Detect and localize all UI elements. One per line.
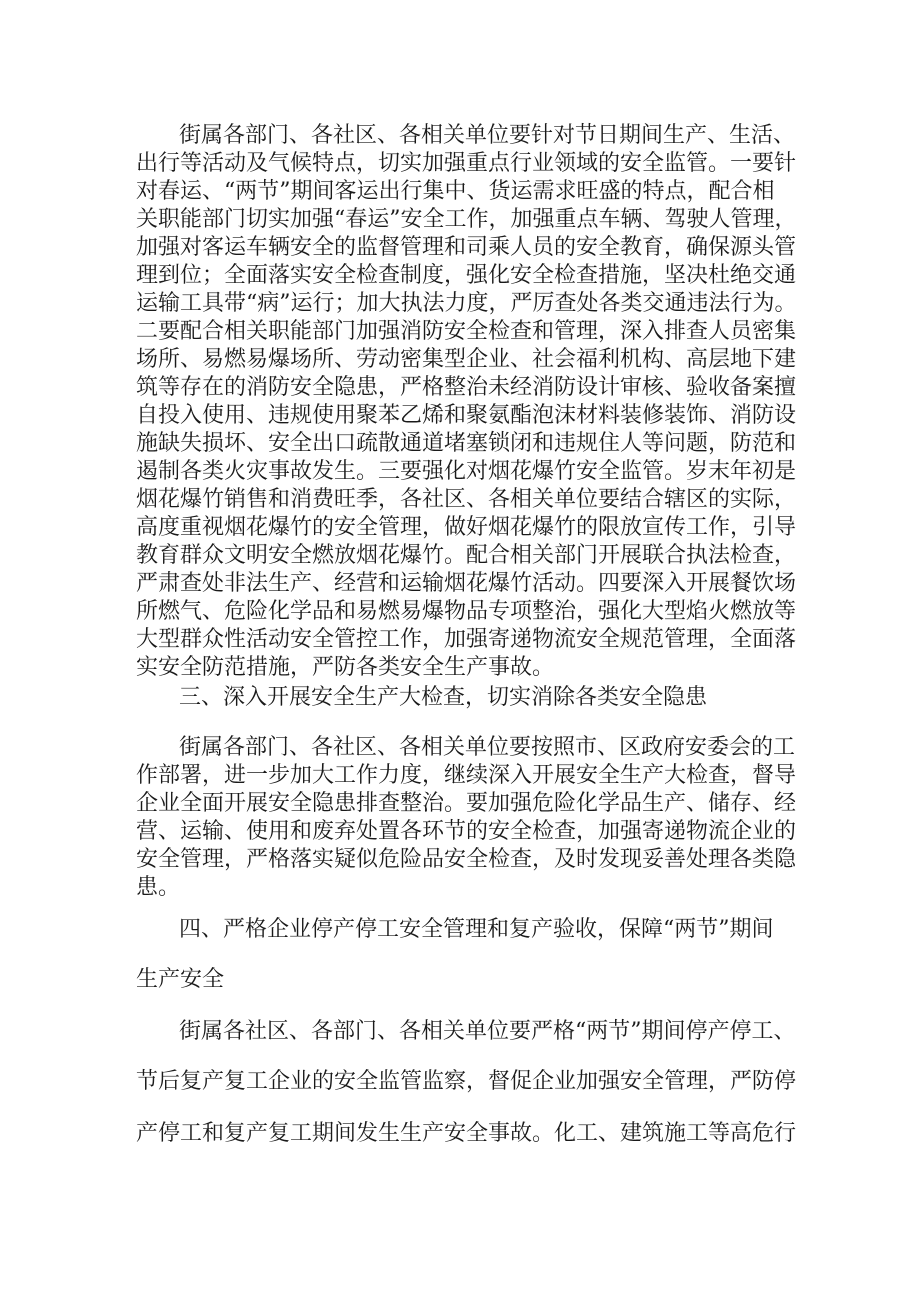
paragraph-1-line: 施缺失损坏、安全出口疏散通道堵塞锁闭和违规住人等问题，防范和 xyxy=(136,431,797,456)
paragraph-1-line: 实安全防范措施，严防各类安全生产事故。 xyxy=(136,655,555,680)
paragraph-1-line: 大型群众性活动安全管控工作，加强寄递物流安全规范管理，全面落 xyxy=(136,627,797,652)
paragraph-2-line: 街属各部门、各社区、各相关单位要按照市、区政府安委会的工 xyxy=(179,735,796,760)
paragraph-1-line: 场所、易燃易爆场所、劳动密集型企业、社会福利机构、高层地下建 xyxy=(136,347,797,372)
section-3-heading: 三、深入开展安全生产大检查，切实消除各类安全隐患 xyxy=(179,685,708,710)
paragraph-3-line: 节后复产复工企业的安全监管监察，督促企业加强安全管理，严防停 xyxy=(136,1069,797,1094)
paragraph-1-line: 所燃气、危险化学品和易燃易爆物品专项整治，强化大型焰火燃放等 xyxy=(136,599,797,624)
paragraph-3-line: 产停工和复产复工期间发生生产安全事故。化工、建筑施工等高危行 xyxy=(136,1121,797,1146)
paragraph-1-line: 烟花爆竹销售和消费旺季，各社区、各相关单位要结合辖区的实际， xyxy=(136,487,797,512)
section-4-heading-cont: 生产安全 xyxy=(136,967,225,992)
paragraph-1-line: 街属各部门、各社区、各相关单位要针对节日期间生产、生活、 xyxy=(179,123,796,148)
paragraph-1-line: 二要配合相关职能部门加强消防安全检查和管理，深入排查人员密集 xyxy=(136,319,797,344)
paragraph-1-line: 教育群众文明安全燃放烟花爆竹。配合相关部门开展联合执法检查， xyxy=(136,543,797,568)
paragraph-1-line: 关职能部门切实加强“春运”安全工作，加强重点车辆、驾驶人管理， xyxy=(136,207,797,232)
paragraph-1-line: 遏制各类火灾事故发生。三要强化对烟花爆竹安全监管。岁末年初是 xyxy=(136,459,797,484)
paragraph-2-line: 营、运输、使用和废弃处置各环节的安全检查，加强寄递物流企业的 xyxy=(136,819,797,844)
paragraph-1-line: 筑等存在的消防安全隐患，严格整治未经消防设计审核、验收备案擅 xyxy=(136,375,797,400)
section-4-heading: 四、严格企业停产停工安全管理和复产验收，保障“两节”期间 xyxy=(179,917,774,942)
paragraph-1-line: 运输工具带“病”运行；加大执法力度，严厉查处各类交通违法行为。 xyxy=(136,291,797,316)
paragraph-1-line: 高度重视烟花爆竹的安全管理，做好烟花爆竹的限放宣传工作，引导 xyxy=(136,515,797,540)
paragraph-1-line: 自投入使用、违规使用聚苯乙烯和聚氨酯泡沫材料装修装饰、消防设 xyxy=(136,403,797,428)
paragraph-3-line: 街属各社区、各部门、各相关单位要严格“两节”期间停产停工、 xyxy=(179,1019,796,1044)
paragraph-1-line: 出行等活动及气候特点，切实加强重点行业领域的安全监管。一要针 xyxy=(136,151,797,176)
paragraph-1-line: 严肃查处非法生产、经营和运输烟花爆竹活动。四要深入开展餐饮场 xyxy=(136,571,797,596)
paragraph-1-line: 对春运、“两节”期间客运出行集中、货运需求旺盛的特点，配合相 xyxy=(136,179,775,204)
paragraph-2-line: 患。 xyxy=(136,875,181,900)
paragraph-2-line: 作部署，进一步加大工作力度，继续深入开展安全生产大检查，督导 xyxy=(136,763,797,788)
paragraph-2-line: 安全管理，严格落实疑似危险品安全检查，及时发现妥善处理各类隐 xyxy=(136,847,797,872)
paragraph-2-line: 企业全面开展安全隐患排查整治。要加强危险化学品生产、储存、经 xyxy=(136,791,797,816)
paragraph-1-line: 理到位；全面落实安全检查制度，强化安全检查措施，坚决杜绝交通 xyxy=(136,263,797,288)
paragraph-1-line: 加强对客运车辆安全的监督管理和司乘人员的安全教育，确保源头管 xyxy=(136,235,797,260)
